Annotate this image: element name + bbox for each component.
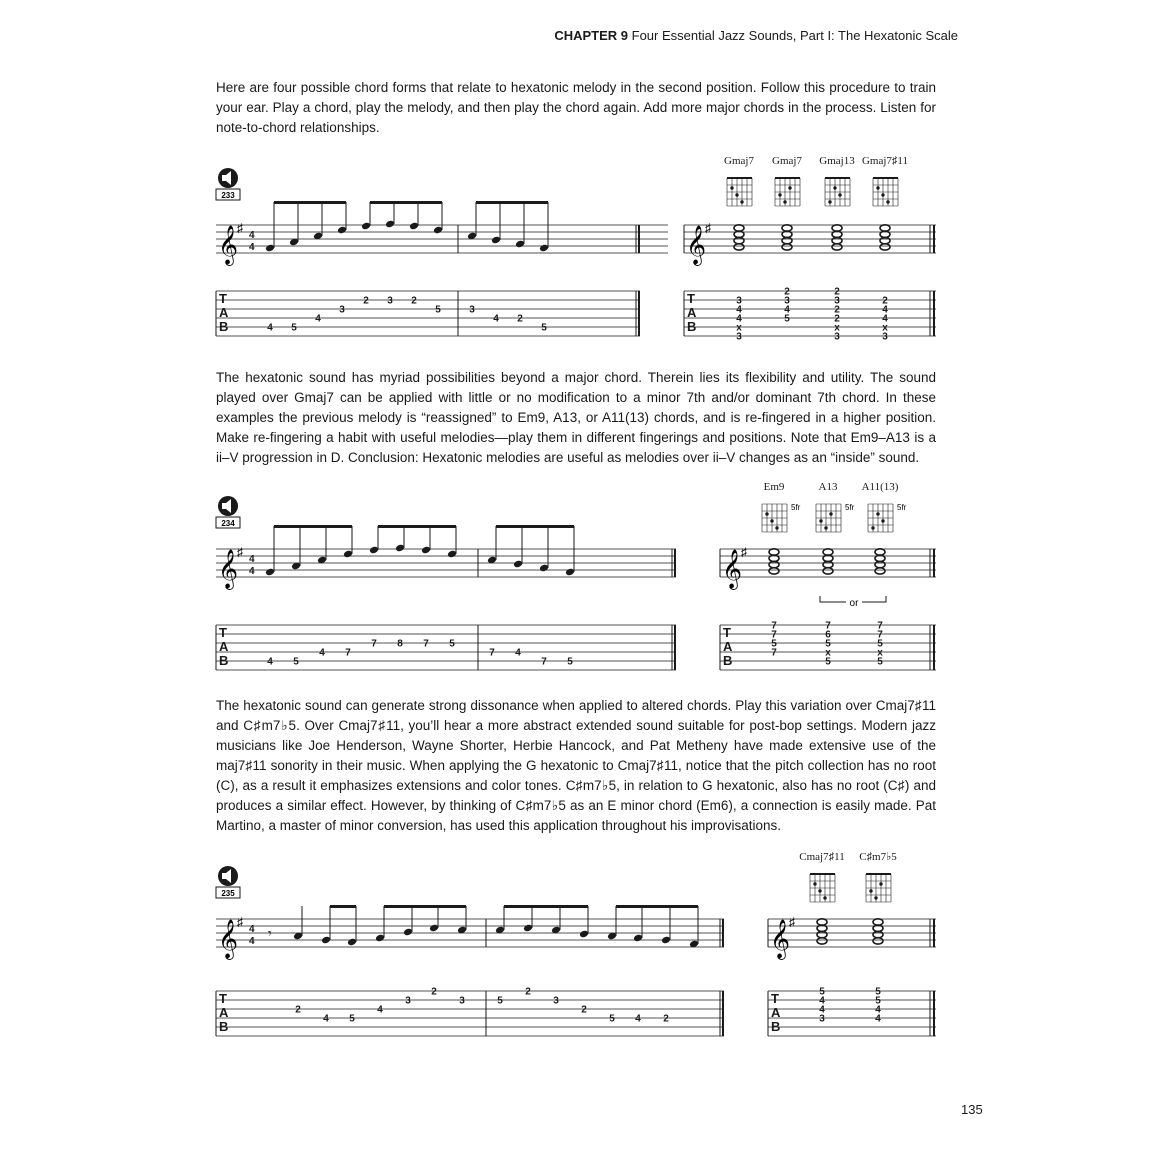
chord-name: Gmaj13: [819, 155, 855, 167]
beam: [476, 201, 548, 204]
tab-staff: [216, 991, 724, 1036]
tab-fret-number: 4: [267, 322, 273, 334]
chord-tab-number: 2: [882, 295, 888, 307]
tab-fret-number: 4: [377, 1004, 383, 1016]
sharp-icon: ♯: [741, 545, 747, 559]
chord-diagram: [810, 874, 835, 902]
beam: [330, 905, 356, 908]
track-number: 233: [221, 191, 235, 200]
chord-tab-number: 5: [875, 995, 881, 1007]
tab-fret-number: 3: [459, 995, 465, 1007]
chapter-title: Four Essential Jazz Sounds, Part I: The Hexatonic Scale: [631, 28, 958, 43]
tab-fret-number: 7: [345, 647, 351, 659]
chord-tab-number: 5: [825, 656, 831, 668]
chord-tab-number: x: [825, 647, 831, 659]
chord-tab-number: 4: [819, 995, 825, 1007]
chord-name: A11(13): [861, 481, 899, 493]
chord-tab-number: 2: [834, 313, 840, 325]
tab-fret-number: 2: [411, 295, 417, 307]
tab-fret-number: 5: [293, 656, 299, 668]
chord-staff: [684, 221, 936, 336]
chord-tab-number: 3: [736, 331, 742, 343]
tab-fret-number: 7: [371, 638, 377, 650]
chord-tab-number: 5: [877, 656, 883, 668]
treble-clef-icon: 𝄞: [218, 920, 239, 958]
page-number: 135: [961, 1102, 983, 1117]
chord-tab-number: 2: [834, 304, 840, 316]
svg-text:5fr: 5fr: [845, 503, 855, 512]
time-sig-top: 4: [249, 554, 255, 565]
tab-fret-number: 2: [295, 1004, 301, 1016]
tab-letter-t: T: [723, 625, 731, 640]
example-235: [0, 848, 1152, 1048]
chord-tab-number: 3: [834, 295, 840, 307]
beam: [504, 905, 588, 908]
chord-tab-number: 3: [819, 1013, 825, 1025]
chapter-label: CHAPTER 9: [554, 28, 628, 43]
tab-letter-a: A: [771, 1005, 781, 1020]
chord-tab-number: 7: [771, 647, 777, 659]
beam: [496, 525, 574, 528]
beam: [274, 201, 346, 204]
time-sig-bottom: 4: [249, 242, 255, 253]
or-label: or: [849, 598, 859, 609]
tab-staff: [216, 291, 640, 336]
tab-fret-number: 3: [387, 295, 393, 307]
tab-letter-a: A: [219, 639, 229, 654]
tab-fret-number: 4: [515, 647, 521, 659]
sharp-icon: ♯: [237, 545, 243, 559]
melody: [293, 905, 699, 1025]
tab-fret-number: 4: [493, 313, 499, 325]
chord-tab-number: 3: [784, 295, 790, 307]
tab-fret-number: 5: [541, 322, 547, 334]
tab-fret-number: 3: [469, 304, 475, 316]
time-sig-top: 4: [249, 924, 255, 935]
notation-staff: [216, 545, 676, 590]
tab-fret-number: 5: [291, 322, 297, 334]
tab-fret-number: 5: [497, 995, 503, 1007]
tab-fret-number: 7: [489, 647, 495, 659]
chord-name: Gmaj7: [772, 155, 802, 167]
melody: [265, 201, 549, 334]
tab-fret-number: 2: [663, 1013, 669, 1025]
notation-staff: [216, 915, 724, 960]
chord-tab-number: 5: [875, 986, 881, 998]
chord-name: C♯m7♭5: [859, 851, 897, 863]
chord-tab-number: 7: [771, 620, 777, 632]
treble-clef-icon: 𝄞: [686, 226, 707, 264]
tab-fret-number: 5: [349, 1013, 355, 1025]
sharp-icon: ♯: [237, 915, 243, 929]
chord-staff: [768, 915, 936, 1036]
chord-tab-number: 4: [819, 1004, 825, 1016]
chord-tab-number: 6: [825, 629, 831, 641]
tab-letter-b: B: [723, 653, 733, 668]
chord-diagram: [868, 503, 907, 532]
tab-fret-number: 2: [581, 1004, 587, 1016]
chord-name: Cmaj7♯11: [799, 851, 845, 863]
chord-tab-number: 5: [784, 313, 790, 325]
eighth-rest-icon: 𝄾: [268, 925, 272, 941]
tab-letter-b: B: [687, 319, 697, 334]
tab-fret-number: 3: [339, 304, 345, 316]
chord-tab-number: 2: [834, 286, 840, 298]
chord-tab-number: 5: [825, 638, 831, 650]
tab-fret-number: 4: [319, 647, 325, 659]
tab-letter-b: B: [219, 319, 229, 334]
tab-fret-number: 3: [553, 995, 559, 1007]
tab-letter-a: A: [219, 1005, 229, 1020]
chord-tab-number: x: [882, 322, 888, 334]
chord-tab-number: 7: [771, 629, 777, 641]
tab-letter-b: B: [219, 1019, 229, 1034]
chord-tab-number: 3: [882, 331, 888, 343]
tab-letter-t: T: [219, 991, 227, 1006]
tab-fret-number: 8: [397, 638, 403, 650]
sharp-icon: ♯: [237, 221, 243, 235]
paragraph-intro: Here are four possible chord forms that relate to hexatonic melody in the second position. Follow this procedure to train your ear. Play a chord, play the melody, and then play the chord again. Add more major chords in the process. Listen for note-to-chord relationships.: [216, 80, 936, 135]
chord-tab-number: 4: [875, 1004, 881, 1016]
track-number: 234: [221, 519, 235, 528]
tab-letter-t: T: [687, 291, 695, 306]
chord-tab-number: 3: [736, 295, 742, 307]
treble-clef-icon: 𝄞: [722, 550, 743, 588]
tab-fret-number: 5: [449, 638, 455, 650]
chord-tab-number: x: [834, 322, 840, 334]
chord-diagram: [873, 178, 898, 206]
chord-diagram: [775, 178, 800, 206]
tab-staff: [216, 625, 676, 670]
chord-tab-number: 4: [736, 313, 742, 325]
chord-tab-number: 4: [784, 304, 790, 316]
chord-name: Em9: [763, 481, 785, 493]
chord-group: [762, 481, 907, 668]
chord-tab-number: 7: [825, 620, 831, 632]
chord-tab-number: 4: [882, 313, 888, 325]
chord-tab-number: 2: [784, 286, 790, 298]
chord-name: A13: [818, 481, 838, 493]
tab-fret-number: 5: [609, 1013, 615, 1025]
chord-name: Gmaj7♯11: [861, 155, 909, 167]
tab-fret-number: 4: [315, 313, 321, 325]
tab-fret-number: 4: [635, 1013, 641, 1025]
tab-fret-number: 2: [431, 986, 437, 998]
track-number: 235: [221, 889, 235, 898]
tab-letter-b: B: [219, 653, 229, 668]
time-sig-top: 4: [249, 230, 255, 241]
tab-letter-t: T: [219, 625, 227, 640]
chord-tab-number: 4: [875, 1013, 881, 1025]
tab-letter-a: A: [687, 305, 697, 320]
chord-tab-number: 7: [877, 620, 883, 632]
treble-clef-icon: 𝄞: [218, 226, 239, 264]
beam: [384, 905, 466, 908]
tab-fret-number: 3: [405, 995, 411, 1007]
treble-clef-icon: 𝄞: [218, 550, 239, 588]
running-header: [554, 28, 958, 43]
beam: [274, 525, 352, 528]
chord-tab-number: 4: [882, 304, 888, 316]
chord-tab-number: 3: [834, 331, 840, 343]
tab-letter-a: A: [723, 639, 733, 654]
time-sig-bottom: 4: [249, 566, 255, 577]
tab-fret-number: 2: [525, 986, 531, 998]
tab-fret-number: 2: [517, 313, 523, 325]
chord-diagram: [816, 503, 855, 532]
chord-diagram: [866, 874, 891, 902]
chord-group: [724, 155, 908, 343]
beam: [378, 525, 456, 528]
chord-diagram: [762, 503, 801, 532]
tab-fret-number: 4: [323, 1013, 329, 1025]
chord-tab-number: x: [877, 647, 883, 659]
sharp-icon: ♯: [789, 915, 795, 929]
tab-fret-number: 2: [363, 295, 369, 307]
chord-name: Gmaj7: [724, 155, 754, 167]
chord-tab-number: x: [736, 322, 742, 334]
sharp-icon: ♯: [705, 221, 711, 235]
melody: [265, 525, 575, 668]
tab-fret-number: 5: [567, 656, 573, 668]
chord-tab-number: 5: [877, 638, 883, 650]
time-sig-bottom: 4: [249, 936, 255, 947]
tab-fret-number: 7: [423, 638, 429, 650]
treble-clef-icon: 𝄞: [770, 920, 791, 958]
chord-tab-number: 4: [736, 304, 742, 316]
chord-tab-number: 7: [877, 629, 883, 641]
beam: [370, 201, 442, 204]
chord-tab-number: 5: [771, 638, 777, 650]
tab-letter-t: T: [771, 991, 779, 1006]
tab-letter-a: A: [219, 305, 229, 320]
tab-fret-number: 7: [541, 656, 547, 668]
chord-group: [799, 851, 897, 1025]
tab-letter-b: B: [771, 1019, 781, 1034]
paragraph-reassign: The hexatonic sound has myriad possibilities beyond a major chord. Therein lies its flexibility and utility. The sound played over Gmaj7 can be applied with little or no modification to a minor 7th and/or dominant 7th chord. In these examples the previous melody is “reassigned” to Em9, A13, or A11(13) chords, and is re-fingered in a higher position. Make re-fingering a habit with useful melodies—play them in different fingerings and positions. Note that Em9–A13 is a ii–V progression in D. Conclusion: Hexatonic melodies are useful as melodies over ii–V changes as an “inside” sound.: [216, 370, 936, 465]
tab-fret-number: 5: [435, 304, 441, 316]
beam: [616, 905, 698, 908]
example-233: [0, 150, 1152, 350]
example-234: [0, 478, 1152, 678]
svg-text:5fr: 5fr: [897, 503, 907, 512]
tab-fret-number: 4: [267, 656, 273, 668]
paragraph-altered: The hexatonic sound can generate strong dissonance when applied to altered chords. Play this variation over Cmaj7♯11 and C♯m7♭5. Over Cmaj7♯11, you’ll hear a more abstract extended sound suitable for post-bop settings. Modern jazz musicians like Joe Henderson, Wayne Shorter, Herbie Hancock, and Pat Metheny have made extensive use of the maj7♯11 sonority in their music. When applying the G hexatonic to Cmaj7♯11, notice that the pitch collection has no root (C), as a result it emphasizes extensions and color tones. C♯m7♭5, in relation to G hexatonic, also has no root (C♯) and produces a similar effect. However, by thinking of C♯m7♭5 as an E minor chord (Em6), a connection is easily made. Pat Martino, a master of minor conversion, has used this application throughout his improvisations.: [216, 698, 936, 833]
chord-diagram: [825, 178, 850, 206]
svg-text:5fr: 5fr: [791, 503, 801, 512]
chord-tab-number: 5: [819, 986, 825, 998]
tab-letter-t: T: [219, 291, 227, 306]
chord-diagram: [727, 178, 752, 206]
